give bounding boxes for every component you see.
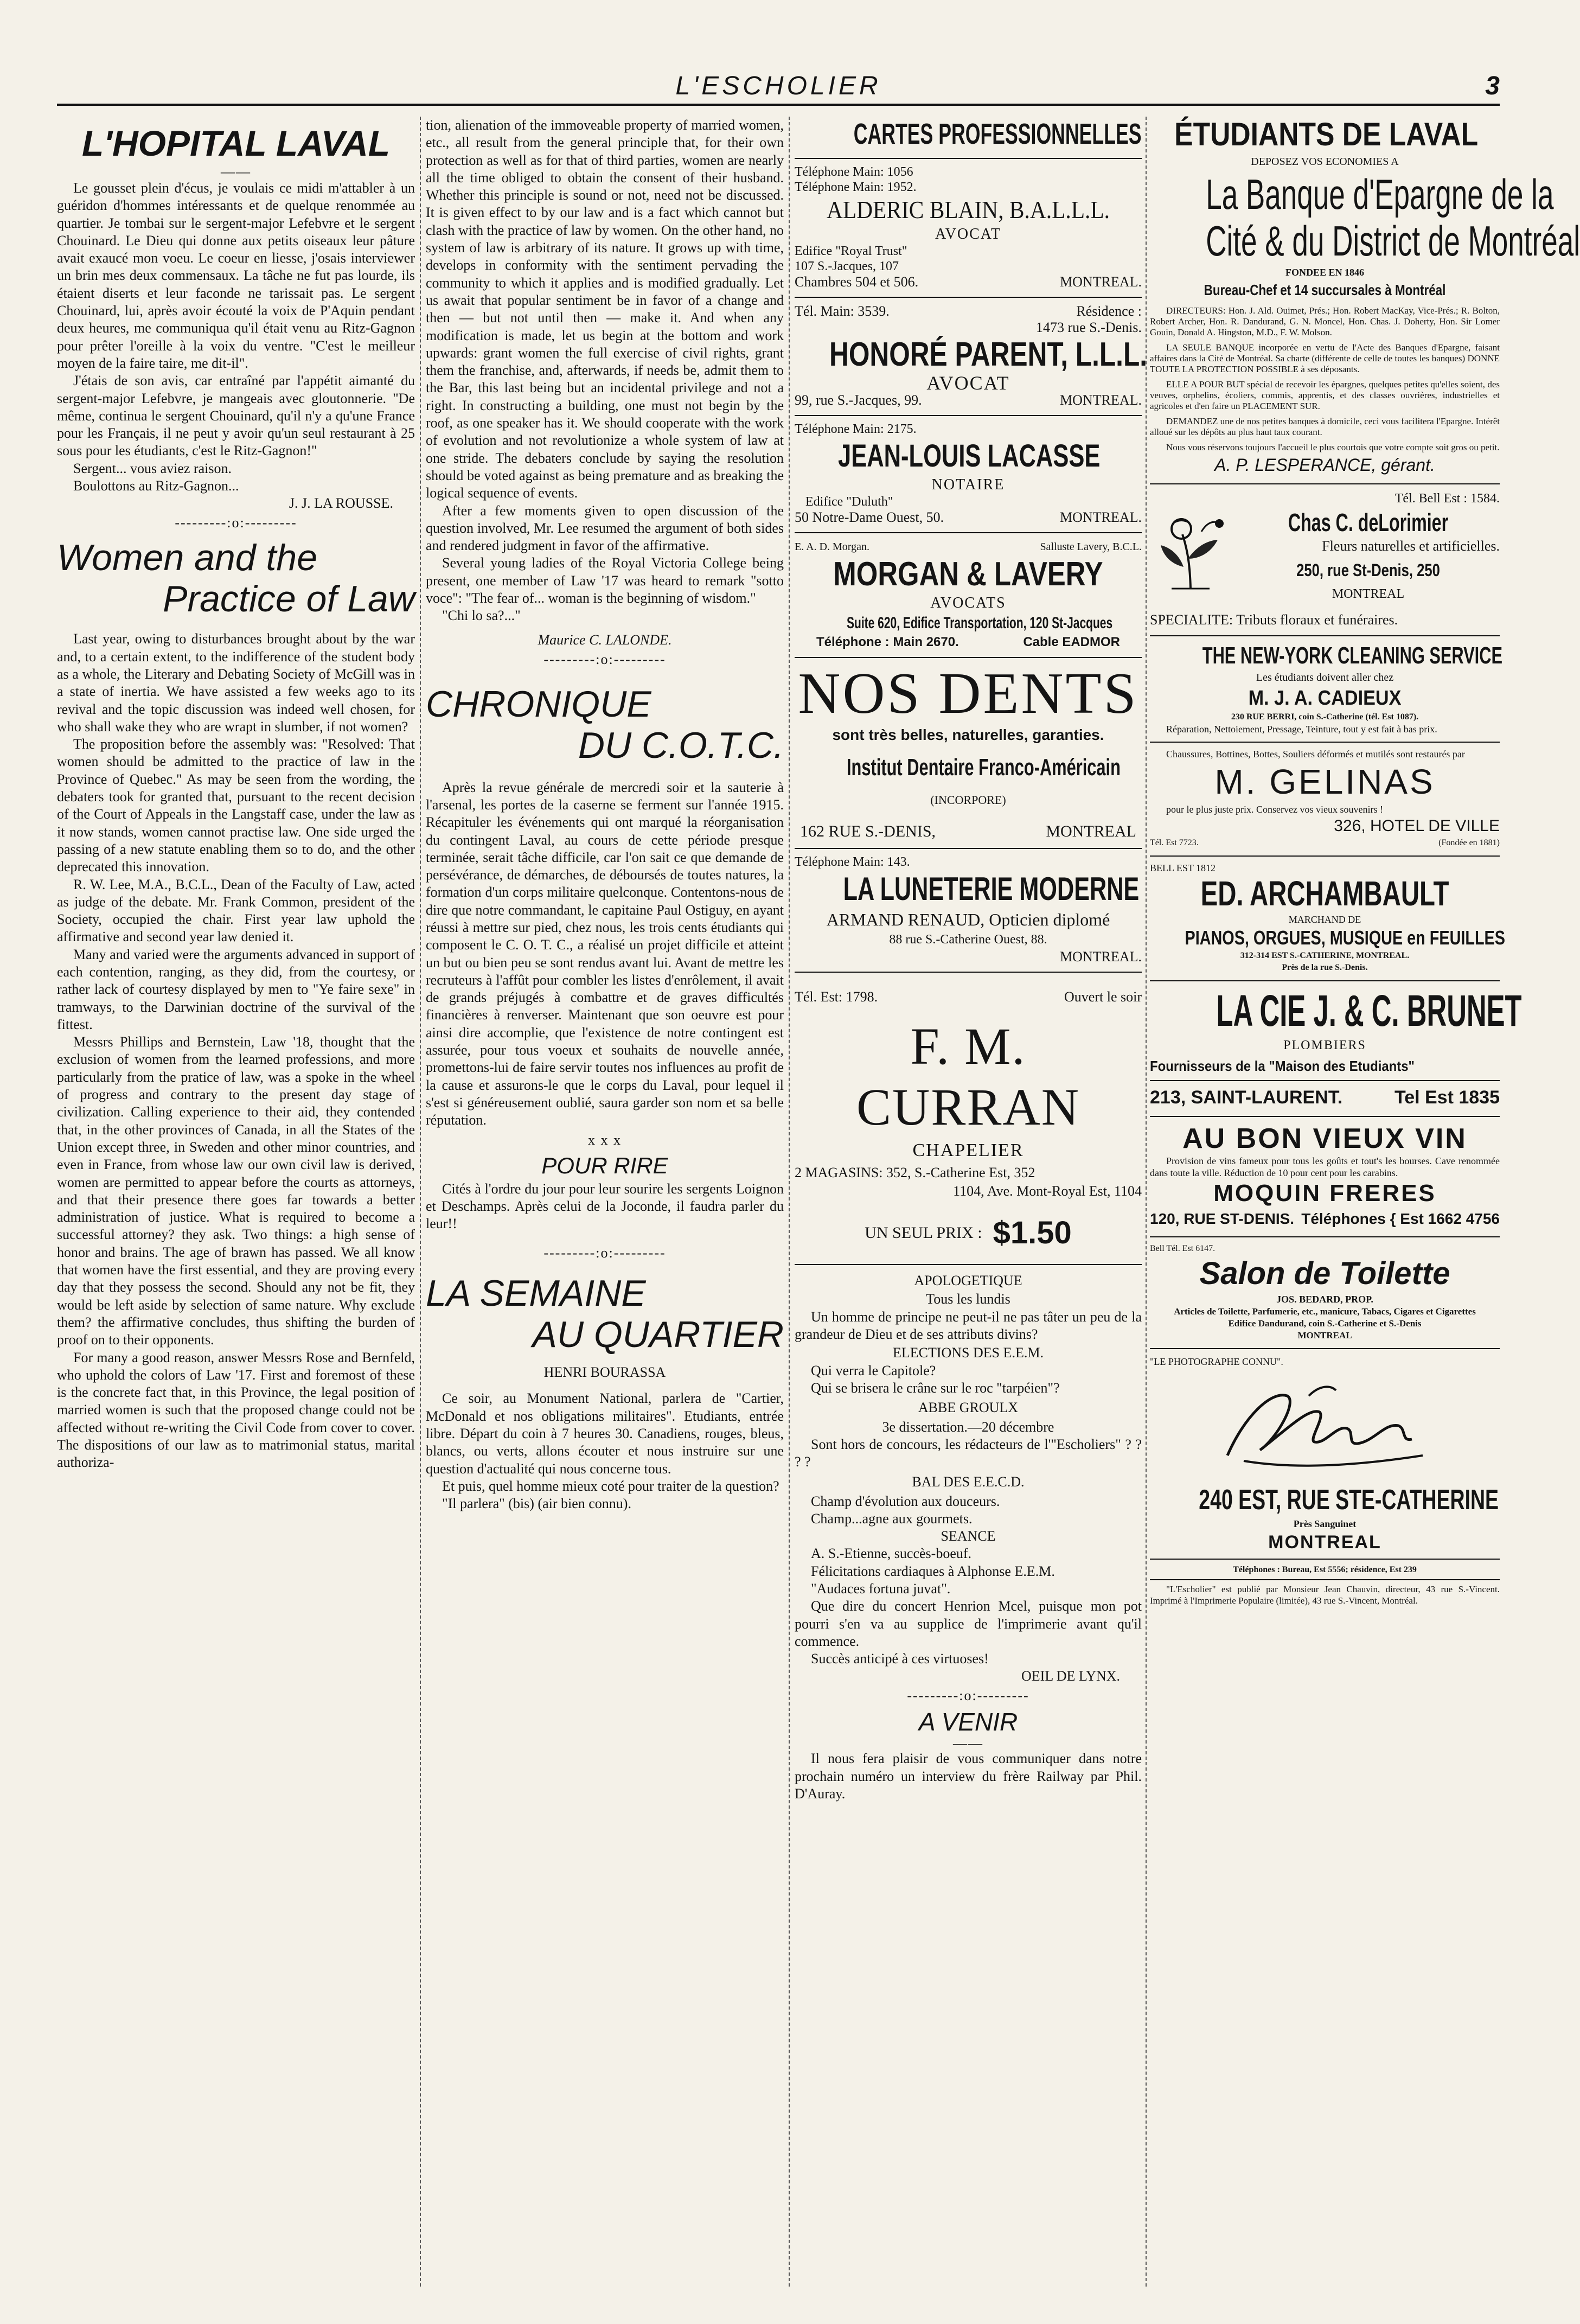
- article-title-chronique-l2: DU C.O.T.C.: [578, 724, 784, 766]
- ornament: ---------:o:---------: [175, 515, 297, 531]
- ad-morgan-lavery: E. A. D. Morgan. Salluste Lavery, B.C.L. MORGAN & LAVERY AVOCATS Suite 620, Edifice Transportation, 120 St-Jacques Téléphone : Main 2670. Cable EADMOR: [795, 533, 1142, 658]
- name: ALDERIC BLAIN, B.A.L.L.L.: [826, 196, 1110, 224]
- article-title-semaine-l1: LA SEMAINE: [426, 1273, 646, 1314]
- paragraph: Et puis, quel homme mieux coté pour traiter de la question?: [442, 1478, 779, 1494]
- signature-image: [1211, 1374, 1439, 1477]
- paragraph: J'étais de son avis, car entraîné par l'appétit aimanté du sergent-major Lefebvre, je mangeais avec gloutonnerie. "De même, continua le sergent Chouinard, qu'il n'y a qu'une France pour les Français, il ne peut y avoir qu'un seul restaurant à 25 sous pour les étudiants, c'est le Ritz-Gagnon!": [57, 373, 415, 459]
- ornament: ---------:o:---------: [543, 1245, 666, 1261]
- column-rule: [420, 117, 421, 2287]
- article-title-women-l2: Practice of Law: [163, 578, 415, 620]
- paragraph: Last year, owing to disturbances brought about by the war and, to a certain extent, to the indifference of the student body as a whole, the Literary and Debating Society of McGill was in a state of inertia. We have assisted a few weeks ago to its revival and the topic discussion was indeed well chosen, for who shall wake they who are wrapt in slumber, if not women?: [57, 631, 415, 735]
- ad-lorimier: Tél. Bell Est : 1584. Chas C. deLorimier Fleurs naturelles et artificielles. 250, rue St-Denis, 250 MONTREAL SPECIALITE: Tributs floraux et funéraires.: [1150, 484, 1500, 636]
- name: LA LUNETERIE MODERNE: [843, 871, 1140, 907]
- paragraph: R. W. Lee, M.A., B.C.L., Dean of the Faculty of Law, acted as judge of the debate. Mr. Frank Common, president of the Society, occupied the chair. First year law uphold the affirmative and second year law denied it.: [57, 876, 415, 945]
- name: Salon de Toilette: [1199, 1256, 1450, 1291]
- name: ED. ARCHAMBAULT: [1200, 874, 1449, 913]
- paragraph: "Chi lo sa?...": [442, 608, 521, 624]
- ad-gelinas: Chaussures, Bottines, Bottes, Souliers déformés et mutilés sont restaurés par M. GELINAS pour le plus juste prix. Conservez vos vieux souvenirs ! 326, HOTEL DE VILLE Tél. Est 7723. (Fondée en 1881): [1150, 743, 1500, 857]
- paragraph: The proposition before the assembly was: "Resolved: That women should be admitted to the practice of law in the Province of Quebec." As may be seen from the wording, the debaters took for granted that, pursuant to the recent decision of the Court of Appeals in the Langstaff case, under the law as it now stands, women cannot practise law. One side urged the passing of a new statute enabling them so to do, and the other deprecated this innovation.: [57, 736, 415, 875]
- ad-parent: Tél. Main: 3539. Résidence : 1473 rue S.-Denis. HONORÉ PARENT, L.L.L. AVOCAT 99, rue S.-Jacques, 99. MONTREAL.: [795, 298, 1142, 416]
- name: HONORÉ PARENT, L.L.L.: [829, 336, 1148, 373]
- name: NOS DENTS: [798, 661, 1138, 726]
- article-title-semaine-l2: AU QUARTIER: [532, 1314, 784, 1356]
- flower-icon: [1150, 507, 1231, 594]
- byline: HENRI BOURASSA: [543, 1364, 666, 1381]
- article-title-women-l1: Women and the: [57, 537, 318, 579]
- paragraph: Cités à l'ordre du jour pour leur sourire les sergents Loignon et Deschamps. Après celui de la Joconde, il faudra parler du leur!!: [426, 1180, 784, 1232]
- article-title-hopital: L'HOPITAL LAVAL: [81, 123, 391, 163]
- ad-salon: Bell Tél. Est 6147. Salon de Toilette JOS. BEDARD, PROP. Articles de Toilette, Parfumerie, etc., manicure, Tabacs, Cigares et Cigarettes Edifice Dandurand, coin S.-Catherine et S.-Denis MONTREAL: [1150, 1237, 1500, 1349]
- ad-brunet: LA CIE J. & C. BRUNET PLOMBIERS Fournisseurs de la "Maison des Etudiants" 213, SAINT-LAURENT. Tel Est 1835: [1150, 981, 1500, 1117]
- column-1: L'HOPITAL LAVAL —— Le gousset plein d'écus, je voulais ce midi m'attabler à un guéridon d'hommes intéressants et de quelque renommée au quartier. Je tombai sur le sergent-major Lefebvre et le sergent Chouinard. Le Dieu qui donne aux petits oiseaux leur pâture avait exaucé mon voeu. Le coeur en liesse, j'osais interviewer un brin mes deux commensaux. La tâche ne fut pas lourde, ils étaient diserts et leur faconde ne tarissait pas. Le sergent Chouinard, lui, après avoir écouté la voix de P'Aquin pendant deux heures, me communiqua qu'il était venu au Ritz-Gagnon pour prêter l'oreille à la voix du ventre. "C'est le meilleur moyen de la faire taire, me dit-il". J'étais de son avis, car entraîné par l'appétit aimanté du sergent-major Lefebvre, je mangeais avec gloutonnerie. "De même, continua le sergent Chouinard, qu'il n'y a qu'une France pour les Français, il ne peut y avoir qu'un seul restaurant à 25 sous pour les étudiants, c'est le Ritz-Gagnon!" Sergent... vous aviez raison. Boulottons au Ritz-Gagnon... J. J. LA ROUSSE. ---------:o:--------- Women and the Practice of Law Last year, owing to disturbances brought about by the war and, to a certain extent, to the indifference of the student body as a whole, the Literary and Debating Society of McGill was in a state of inertia. We have assisted a few weeks ago to its revival and the topic discussion was indeed well chosen, for who shall wake they who are wrapt in slumber, if not women? The proposition before the assembly was: "Resolved: That women should be admitted to the practice of law in the Province of Quebec." As may be seen from the wording, the debaters took for granted that, pursuant to the recent decision of the Court of Appeals in the Langstaff case, under the law as it now stands, women cannot practise law. One side urged the passing of a new statute enabling them so to do, and the other deprecated this innovation. R. W. Lee, M.A., B.C.L., Dean of the Faculty of Law, acted as judge of the debate. Mr. Frank Common, president of the Society, occupied the chair. First year law uphold the affirmative and second year law denied it. Many and varied were the arguments advanced in support of each contention, ranging, as they did, from the courtesy, or rather lack of courtesy displayed by men to "Ye faire sexe" in tramways, to the Darwinian doctrine of the survival of the fittest. Messrs Phillips and Bernstein, Law '18, thought that the exclusion of women from the learned professions, and more particularly from the pratice of law, was a spoke in the wheel of progress and contrary to the present day stage of civilization. Calling experience to their aid, they contended that, in the other provinces of Canada, in all the States of the Union except three, in Sweden and other minor countries, and even in France, from whose law our own civil law is derived, women are permitted to appear before the courts as attorneys, and that their presence there goes far towards a better administration of justice. What is required to become a successful attorney? they ask. Two things: a high sense of honor and brains. The age of brawn has passed. We all know that women have the first essential, and they are proving every day that they possess the second. Should any not be fit, they would be left aside by selection of same nature. Why exclude them? the affirmative concludes, thus shifting the burden of proof on to their opponents. For many a good reason, answer Messrs Rose and Bernfeld, who uphold the colors of Law '17. First and foremost of these is the concrete fact that, in this Province, the legal position of married women is such that the proposed change could not be affected without re-writing the Civil Code from cover to cover. The dispositions of our law as to matrimonial status, marital authoriza-: [57, 117, 415, 2287]
- paragraph: tion, alienation of the immoveable property of married women, etc., all result from the general principle that, for their own protection as well as for that of third parties, women are nearly all the time obliged to obtain the consent of their husband. Whether this principle is sound or not, need not be discussed. It is given effect to by our law and is a fact which cannot but clash with the practice of law by women. On the other hand, no system of law is arbitrary of its nature. It grows up with time, develops in conformity with the sentiment pervading the community to which it applies and is modified gradually. Let us await that popular sentiment be in favor of a change and then — but not until then — make it. And when any modification is made, let us begin at the bottom and work upwards: grant women the full exercise of civil rights, grant them the franchise, and, afterwards, if needs be, admit them to the Bar, this last being but an incidental privilege and not a right. In constructing a building, one must not begin by the roof, as one speaker has it. We should cooperate with the work of evolution and not revolutionize a whole system of law at one stride. The debaters conclude by saying the resolution should be voted against as being premature and as breaking the logical sequence of events.: [426, 117, 784, 501]
- section-heading: CARTES PROFESSIONNELLES: [853, 118, 1142, 150]
- ad-photographe: "LE PHOTOGRAPHE CONNU". 240 EST, RUE STE-CATHERINE Près Sanguinet MONTREAL Téléphones : Bureau, Est 5556; résidence, Est 239 "L'Escholier" est publié par Monsieur Jean Chauvin, directeur, 43 rue S.-Vincent. Imprimé à l'Imprimerie Populaire (limitée), 43 rue S.-Vincent, Montréal.: [1150, 1356, 1500, 1606]
- stars: x x x: [588, 1132, 622, 1148]
- signature: Maurice C. LALONDE.: [538, 631, 672, 648]
- paragraph: Sergent... vous aviez raison.: [73, 460, 232, 476]
- page-number: 3: [1485, 72, 1500, 100]
- paragraph: Ce soir, au Monument National, parlera de "Cartier, McDonald et nos obligations militaires". Etudiants, entrée libre. Départ du coin à 7 heures 30. Canadiens, rouges, bleus, blancs, ou verts, allons écouter et nous instruire sur une question d'actualité qui nous concerne tous.: [426, 1390, 784, 1477]
- name: MORGAN & LAVERY: [833, 556, 1103, 593]
- ad-moquin: AU BON VIEUX VIN Provision de vins fameux pour tous les goûts et tout's les bourses. Cave renommée dans toute la ville. Réduction de 10 pour cent pour les carabins. MOQUIN FRERES 120, RUE ST-DENIS. Téléphones { Est 1662 4756: [1150, 1117, 1500, 1237]
- running-title: L'ESCHOLIER: [675, 72, 881, 100]
- paragraph: Several young ladies of the Royal Victoria College being present, one member of Law '17 was heard to remark "sotto voce": "The fear of... woman is the beginning of wisdom.": [426, 555, 784, 606]
- ad-lacasse: Téléphone Main: 2175. JEAN-LOUIS LACASSE NOTAIRE Edifice "Duluth" 50 Notre-Dame Ouest, 50. MONTREAL.: [795, 416, 1142, 533]
- ornament: ---------:o:---------: [543, 651, 666, 667]
- ad-new-york-cleaning: THE NEW-YORK CLEANING SERVICE Les étudiants doivent aller chez M. J. A. CADIEUX 230 RUE BERRI, coin S.-Catherine (tél. Est 1087). Réparation, Nettoiement, Pressage, Teinture, tout y est fait à bas prix.: [1150, 636, 1500, 743]
- column-2: [426, 117, 784, 2287]
- name: MOQUIN FRERES: [1213, 1180, 1436, 1206]
- paragraph: After a few moments given to open discussion of the question involved, Mr. Lee resumed the argument of both sides and rendered judgment in favor of the affirmative.: [426, 502, 784, 554]
- paragraph: Le gousset plein d'écus, je voulais ce midi m'attabler à un guéridon d'hommes intéressants et de quelque renommée au quartier. Je tombai sur le sergent-major Lefebvre et le sergent Chouinard. Le Dieu qui donne aux petits oiseaux leur pâture avait exaucé mon voeu. Le coeur en liesse, j'osais interviewer un brin mes deux commensaux. La tâche ne fut pas lourde, ils étaient diserts et leur faconde ne tarissait pas. Le sergent Chouinard, lui, après avoir écouté la voix de P'Aquin pendant deux heures, me communiqua qu'il était venu au Ritz-Gagnon pour prêter l'oreille à la voix du ventre. "C'est le meilleur moyen de la faire taire, me dit-il".: [57, 180, 415, 371]
- ad-curran: Tél. Est: 1798. Ouvert le soir F. M. CURRAN CHAPELIER 2 MAGASINS: 352, S.-Catherine Est, 352 1104, Ave. Mont-Royal Est, 1104 UN SEUL PRIX : $1.50: [795, 989, 1142, 1250]
- article-title-pour-rire: POUR RIRE: [541, 1152, 668, 1178]
- bank-name: La Banque d'Epargne de la: [1206, 170, 1554, 218]
- ad-dents: NOS DENTS sont très belles, naturelles, garanties. Institut Dentaire Franco-Américain (INCORPORE) 162 RUE S.-DENIS, MONTREAL: [795, 658, 1142, 849]
- paragraph: Messrs Phillips and Bernstein, Law '18, thought that the exclusion of women from the learned professions, and more particularly from the pratice of law, was a spoke in the wheel of progress and contrary to the present day stage of civilization. Calling experience to their aid, they contended that, in the other provinces of Canada, in all the States of the Union except three, in Sweden and other minor countries, and even in France, from whose law our own civil law is derived, women are permitted to appear before the courts as attorneys, and that their presence there goes far towards a better administration of justice. What is required to become a successful attorney? they ask. Two things: a high sense of honor and brains. The age of brawn has passed. We all know that women have the first essential, and they are proving every day that they possess the second. Should any not be fit, they would be left aside by selection of same nature. Why exclude them? the affirmative concludes, thus shifting the burden of proof on to their opponents.: [57, 1034, 415, 1348]
- name: M. GELINAS: [1214, 762, 1435, 801]
- column-4: [1150, 116, 1580, 2287]
- ad-banque: ÉTUDIANTS DE LAVAL DEPOSEZ VOS ECONOMIES A La Banque d'Epargne de la Cité & du District de Montréal FONDEE EN 1846 Bureau-Chef et 14 succursales à Montréal DIRECTEURS: Hon. J. Ald. Ouimet, Prés.; Hon. Robert MacKay, Vice-Prés.; R. Bolton, Robert Archer, Hon. R. Dandurand, G. N. Moncel, Hon. Chas. J. Doherty, Hon. Sir Lomer Gouin, Donald A. Hingston, M.D., F. W. Molson. LA SEULE BANQUE incorporée en vertu de l'Acte des Banques d'Epargne, faisant affaires dans la Cité de Montréal. Sa charte (différente de celle de toutes les banques) DONNE TOUTE LA PROTECTION POSSIBLE à ses déposants. ELLE A POUR BUT spécial de recevoir les épargnes, quelques petites qu'elles soient, des veuves, orphelins, écoliers, commis, apprentis, et des classes ouvrières, industrielles et agricoles et d'en faire un PLACEMENT SUR. DEMANDEZ une de nos petites banques à domicile, ceci vous facilitera l'Epargne. Intérêt alloué sur les dépôts au plus haut taux courant. Nous vous réservons toujours l'accueil le plus courtois que votre compte soit gros ou petit. A. P. LESPERANCE, gérant.: [1150, 117, 1500, 484]
- name: JEAN-LOUIS LACASSE: [838, 438, 1101, 474]
- name: F. M. CURRAN: [856, 1017, 1080, 1136]
- article-title-a-venir: A VENIR: [918, 1708, 1018, 1736]
- masthead: [57, 68, 1500, 106]
- column-rule: [1146, 117, 1147, 2287]
- paragraph: Boulottons au Ritz-Gagnon...: [73, 478, 239, 494]
- ad-blain: Téléphone Main: 1056 Téléphone Main: 1952. ALDERIC BLAIN, B.A.L.L.L. AVOCAT Edifice "Royal Trust" 107 S.-Jacques, 107 Chambres 504 et 506. MONTREAL.: [795, 159, 1142, 298]
- paragraph: Many and varied were the arguments advanced in support of each contention, ranging, as they did, from the courtesy, or rather lack of courtesy displayed by men to "Ye faire sexe" in tramways, to the Darwinian doctrine of the survival of the fittest.: [57, 946, 415, 1032]
- paragraph: Après la revue générale de mercredi soir et la sauterie à l'arsenal, les portes de la caserne se ferment sur l'année 1915. Récapituler les événements qui ont marqué la réorganisation du contingent Laval, au cours de cette période presque terminée, serait tâche difficile, car l'on sait ce que demande de persévérance, de démarches, de déboursés de toutes natures, la formation d'un corps militaire quelconque. Contentons-nous de dire que notre commandant, le capitaine Paul Ostiguy, en ayant réussi à mettre sur pied, chez nous, les trois cents étudiants qui composent le C. O. T. C., a réalisé un projet difficile et atteint un but ou bien peu se sont rendus avant lui. Avant de mettre les recruteurs à l'affût pour combler les listes d'enrôlement, il avait de grands préjugés à combattre et de graves difficultés financières à renverser. Maintenant que son oeuvre est pour ainsi dire accomplie, que l'existence de notre contingent est assurée, pour tous voeux et souhaits de nouvelle année, promettons-lui de faire servir toutes nos influences au profit de la cause et assurons-le que le corps du Laval, pour lequel il s'est si généreusement oublié, saura garder son nom et sa belle réputation.: [426, 779, 784, 1128]
- column-rule: [789, 117, 790, 2287]
- ad-luneterie: Téléphone Main: 143. LA LUNETERIE MODERNE ARMAND RENAUD, Opticien diplomé 88 rue S.-Catherine Ouest, 88. MONTREAL.: [795, 849, 1142, 973]
- signature: J. J. LA ROUSSE.: [289, 495, 393, 512]
- article-title-chronique-l1: CHRONIQUE: [426, 683, 651, 725]
- column-3: [795, 117, 1148, 2287]
- price: $1.50: [993, 1215, 1072, 1250]
- paragraph: "Il parlera" (bis) (air bien connu).: [442, 1496, 631, 1512]
- ad-archambault: BELL EST 1812 ED. ARCHAMBAULT MARCHAND DE PIANOS, ORGUES, MUSIQUE en FEUILLES 312-314 EST S.-CATHERINE, MONTREAL. Près de la rue S.-Denis.: [1150, 857, 1500, 981]
- name: Chas C. deLorimier: [1288, 508, 1449, 537]
- paragraph: For many a good reason, answer Messrs Rose and Bernfeld, who uphold the colors of Law '17. First and foremost of these is the concrete fact that, in this Province, the legal position of married women is such that the proposed change could not be affected without re-writing the Civil Code from cover to cover. The dispositions of our law as to matrimonial status, marital authoriza-: [57, 1349, 415, 1471]
- name: LA CIE J. & C. BRUNET: [1216, 986, 1522, 1036]
- section-apologetique: APOLOGETIQUE Tous les lundis Un homme de principe ne peut-il ne pas tâter un peu de la grandeur de Dieu et de ses attributs divins? ELECTIONS DES E.E.M. Qui verra le Capitole? Qui se brisera le crâne sur le roc "tarpéien"? ABBE GROULX 3e dissertation.—20 décembre Sont hors de concours, les rédacteurs de l'"Escholiers" ? ? ? ? BAL DES E.E.C.D. Champ d'évolution aux douceurs. Champ...agne aux gourmets. SEANCE A. S.-Etienne, succès-boeuf. Félicitations cardiaques à Alphonse E.E.M. "Audaces fortuna juvat". Que dire du concert Henrion Mcel, puisque mon pot pourri s'en va au supplice de l'imprimerie avant qu'il commence. Succès anticipé à ces virtuoses! OEIL DE LYNX. ---------:o:--------- A VENIR —— Il nous fera plaisir de vous communiquer dans notre prochain numéro un interview du frère Railway par Phil. D'Auray.: [795, 1264, 1142, 1803]
